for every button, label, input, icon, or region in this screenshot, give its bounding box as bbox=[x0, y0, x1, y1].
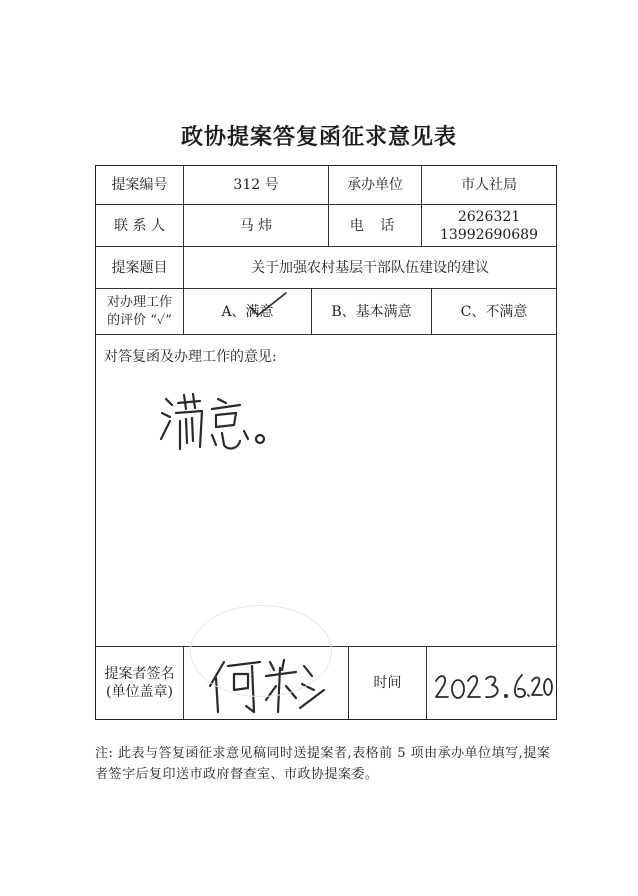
option-not-satisfied[interactable]: C、不满意 bbox=[460, 303, 528, 320]
handling-unit-value: 市人社局 bbox=[461, 177, 517, 193]
footnote: 注: 此表与答复函征求意见稿同时送提案者,表格前 5 项由承办单位填写,提案者签字后复印送市政府督查室、市政协提案委。 bbox=[95, 746, 551, 782]
proposal-number-value: 312 号 bbox=[233, 177, 279, 193]
proposal-topic-label: 提案题目 bbox=[111, 259, 168, 276]
phone-number-1: 2626321 bbox=[457, 208, 521, 225]
form-title: 政协提案答复函征求意见表 bbox=[180, 124, 457, 150]
col-divider bbox=[426, 646, 427, 719]
check-mark-icon bbox=[246, 291, 296, 321]
time-label: 时间 bbox=[373, 675, 402, 691]
option-basically-satisfied[interactable]: B、基本满意 bbox=[331, 303, 412, 320]
phone-number-2: 13992690689 bbox=[440, 226, 538, 243]
phone-label: 电 话 bbox=[349, 217, 401, 234]
contact-person-label: 联 系 人 bbox=[114, 217, 165, 234]
evaluation-label bbox=[96, 289, 183, 334]
col-divider bbox=[183, 646, 184, 719]
handwritten-date-image bbox=[432, 671, 554, 703]
handwritten-opinion-image bbox=[156, 391, 281, 461]
signature-label bbox=[96, 647, 183, 719]
faint-seal-mark bbox=[190, 605, 332, 697]
phone-values bbox=[422, 205, 556, 246]
signature-label-line2: (单位盖章) bbox=[106, 684, 173, 700]
proposal-number-label: 提案编号 bbox=[111, 177, 168, 193]
opinion-label: 对答复函及办理工作的意见: bbox=[104, 349, 277, 365]
proposal-topic-value: 关于加强农村基层干部队伍建设的建议 bbox=[251, 259, 489, 276]
contact-person-value: 马 炜 bbox=[239, 217, 273, 234]
signature-label-line1: 提案者签名 bbox=[104, 666, 175, 682]
evaluation-label-line1: 对办理工作 bbox=[106, 294, 172, 310]
handling-unit-label: 承办单位 bbox=[347, 177, 403, 193]
row-divider bbox=[96, 334, 556, 335]
evaluation-label-line2: 的评价 “✓” bbox=[107, 312, 172, 328]
option-satisfied[interactable]: A、满意 bbox=[221, 303, 274, 320]
